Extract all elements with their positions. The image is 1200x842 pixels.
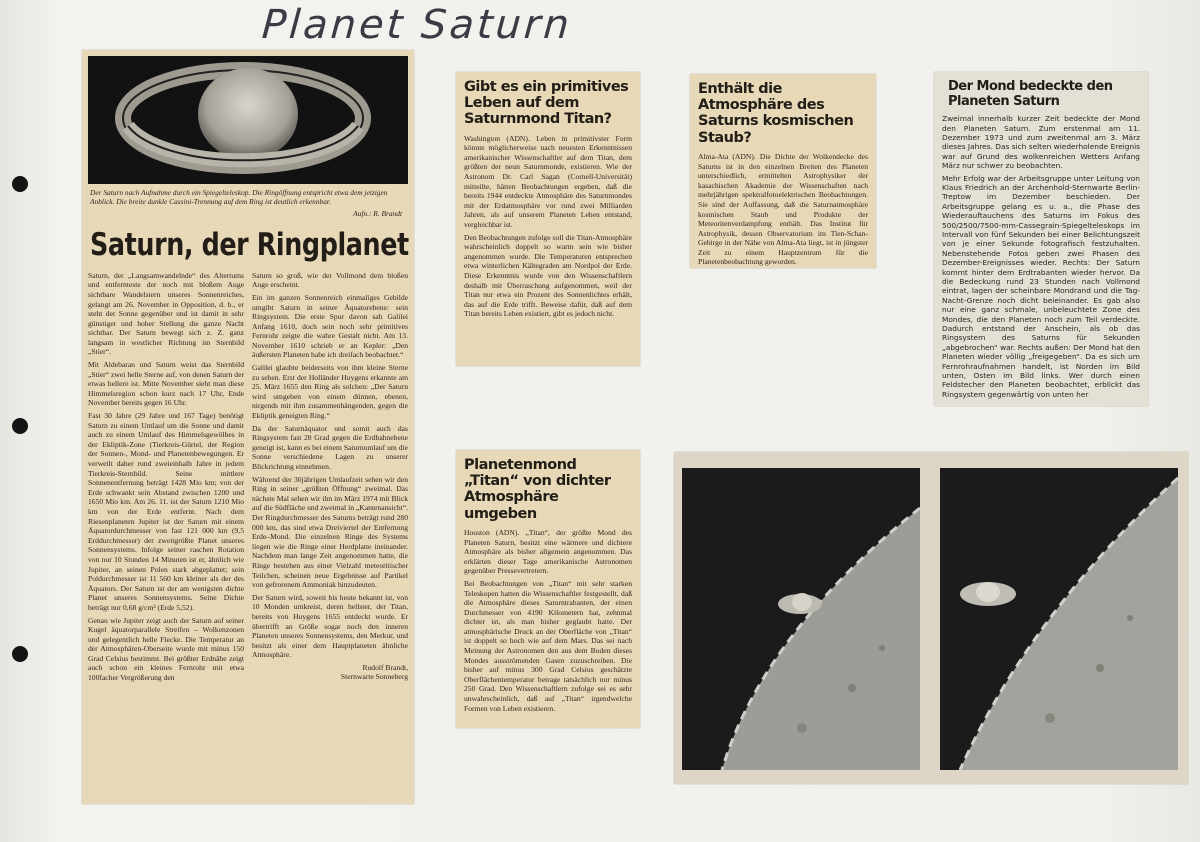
saturn-photo [88,56,408,184]
author-name: Rudolf Brandt, [362,662,408,672]
paragraph: Der Saturn wird, soweit bis heute bekannt ist, von 10 Monden umkreist, deren hellster, der Titan, bereits von Huygens 1655 entdeckt wurde. Er übertrifft an Größe sogar noch den inneren Planeten unseres Sonnensystems, den Merkur, und besitzt als einer dem Hauptplaneten ähnliche Atmosphäre. [252,592,408,660]
paragraph: Während der 30jährigen Umlaufzeit sehen wir den Ring in seiner „größten Öffnung“ zweimal. Das nächste Mal sehen wir ihn im März 1974 mit Blick auf die Südfläche und zweimal in „Kantenansicht“. Der Ringdurchmesser des Saturns beträgt rund 280 000 km, das sind etwa Dreiviertel der Entfernung Erde–Mond. Die einzelnen Ringe des Systems liegen wie die Ringe einer Herdplatte ineinander. Nachdem man lange Zeit angenommen hatte, die Ringe bestehen aus einer Vielzahl meteoritischer Teilchen, scheinen neue Ergebnisse auf Partikel von gefrorenem Ammoniak hinzudeuten. [252,474,408,590]
binder-hole [12,418,28,434]
article-moon-occultation [934,72,1148,406]
occultation-photo-left [682,468,920,770]
occultation-photo-pair [674,452,1188,784]
paragraph: Ein im ganzen Sonnenreich einmaliges Gebilde umgibt Saturn in seiner Äquatorebene: sein Ringsystem. Die erste Spur davon sah Galilei Anfang 1610, doch sein noch sehr primitives Fernrohr zeigte die wahre Gestalt nicht. Am 13. November 1610 schrieb er an Kepler: „Den äußersten Planeten habe ich dreifach beobachtet.“ [252,292,408,360]
paragraph: Bei Beobachtungen von „Titan“ mit sehr starken Teleskopen hatten die Wissenschaftler festgestellt, daß die Atmosphäre dieses Saturntrabanten, der einen Durchmesser von 4190 Kilometern hat, zehnmal dichter ist, als man bisher geglaubt hatte. Der atmosphärische Druck an der Oberfläche von „Titan“ ist doppelt so hoch wie auf dem Mars. Das sei nach Meinung der Astronomen den aus dem Boden dieses Mondes ausströmenden Gasen zuzuschreiben. Die bisher auf minus 300 Grad Celsius geschätzte Oberflächentemperatur betrage tatsächlich nur minus 250 Grad. Den Wissenschaftlern zufolge sei es sehr unwahrscheinlich, daß auf „Titan“ irgendwelche Formen von Leben existieren. [464,578,632,713]
paragraph: Mehr Erfolg war der Arbeitsgruppe unter Leitung von Klaus Friedrich an der Archenhold-Sternwarte Berlin-Treptow im Dezember beschieden. Der Arbeitsgruppe gelang es u. a., die Phase des Wiederauftauchens des Saturns im Fokus des 500/2500/7500-mm-Cassegrain-Spiegelteleskops im Intervall von fünf Sekunden bei einer Belichtungszeit von je einer Sekunde fotografisch festzuhalten. Nebenstehende Fotos geben zwei Phasen des Dezember-Ereignisses wieder. Rechts: Der Saturn kommt hinter dem Erdtrabanten wieder hervor. Da die Bedeckung rund 23 Stunden nach Vollmond eintrat, lagen der scheinbare Mondrand und die Tag-Nacht-Grenze noch dicht beieinander. Es gab also nur eine ganz schmale, unbeleuchtete Zone des Mondes, die den Planeten noch zum Teil verdeckte. Dadurch entstand der Anschein, als ob das Ringsystem des Saturns für Sekunden „abgebrochen“ war. Rechts außen: Der Mond hat den Planeten wieder völlig „freigegeben“. Da es sich um Fernrohraufnahmen handelt, ist Norden im Bild unten, Osten im Bild links. Wer durch einen Feldstecher den Planeten beobachtet, erblickt das Ringsystem gegenwärtig von unten her [942,173,1140,399]
article-headline: Enthält die Atmosphäre des Saturns kosmischen Staub? [698,81,854,146]
occultation-photo-right [940,468,1178,770]
paragraph: Saturn, der „Langsamwandelnde“ des Altertums und entfernteste der noch mit bloßem Auge sichtbare Wandelstern unseres Sonnenreiches, gelangt am 26. November in Opposition, d. h., er steht der Sonne gegenüber und ist damit in sehr günstiger und hoher Stellung die ganze Nacht sichtbar. Der Saturn bewegt sich z. Z. ganz langsam in westlicher Richtung im Sternbild „Stier“. [88,270,244,357]
article-saturn-ringplanet [82,50,414,804]
paragraph: Galilei glaubte beiderseits von ihm kleine Sterne zu sehen. Erst der Holländer Huygens erkannte am 25. März 1655 den Ring als solchen: „Der Saturn wird umgeben von einem dünnen, ebenen, nirgends mit ihm zusammenhängenden, gegen die Ekliptik geneigten Ring.“ [252,363,408,421]
author-organization: Sternwarte Sonneberg [340,672,408,682]
paragraph: Zweimal innerhalb kurzer Zeit bedeckte der Mond den Planeten Saturn. Zum erstenmal am 11. Dezember 1973 und zum zweitenmal am 3. März dieses Jahres. Das sich selten wiederholende Ereignis war auf Grund des wolkenreichen Wetters Anfang März nur schwer zu beobachten. [942,114,1140,171]
photo-credit: Aufn.: R. Brandt [353,209,402,218]
article-headline: Gibt es ein primitives Leben auf dem Saturnmond Titan? [464,79,629,128]
article-column-1 [88,271,244,686]
paragraph: Mit Aldebaran und Saturn weist das Sternbild „Stier“ zwei helle Sterne auf, von denen Saturn der etwas hellere ist. Mitte November sieht man diese Himmelsregion schon kurz nach 17 Uhr, Ende November bereits gegen 16 Uhr. [88,360,244,408]
page-title: Planet Saturn [260,2,574,48]
article-column-2 [252,271,408,686]
paragraph: Houston (ADN). „Titan“, der größte Mond des Planeten Saturn, besitzt eine wärmere und dichtere Atmosphäre als bisher allgemein angenommen. Das erklärten dieser Tage amerikanische Astronomen gegenüber Pressevertretern. [464,527,632,576]
article-headline: Planetenmond „Titan“ von dichter Atmosphäre umgeben [464,457,611,522]
paragraph: Da der Saturnäquator und somit auch das Ringsystem fast 28 Grad gegen die Erdbahnebene geneigt ist, kann es bei einem Saturnumlauf um die Sonne verschiedene Lagen zu unserer Blickrichtung einnehmen. [252,423,408,471]
paragraph: Fast 30 Jahre (29 Jahre und 167 Tage) benötigt Saturn zu einem Umlauf um die Sonne und damit auch zu einem Umlauf des Himmelsgewölbes in der Ekliptik-Zone (Tierkreis-Gürtel, der Region der Sonnen-, Mond- und Planetenbewegungen. Er verweilt daher rund zweieinhalb Jahre in jedem Tierkreis-Sternbild. Seine mittlere Sonnenentfernung beträgt 1428 Mio km; von der Erde schwankt sein Abstand zwischen 1200 und 1650 Mio km. Am 26. 11. ist der Saturn 1210 Mio km von der Erde entfernt. Nach dem Riesenplaneten Jupiter ist der Saturn mit einem Äquatordurchmesser von fast 121 000 km (9,5 Erddurchmesser) der zweitgrößte Planet unseres Sonnensystems. Infolge seiner raschen Rotation von nur 10 Stunden 14 Minuten ist er, ähnlich wie Jupiter, an seinen Polen stark abgeplattet; sein Poldurchmesser ist 11 560 km kleiner als der des Äquators. Der Saturn ist der am wenigsten dichte Planet unseres Sonnensystems. Seine Dichte beträgt nur 0,68 g/cm³ (Erde 5,52). [88,411,244,612]
paragraph: Saturn so groß, wie der Vollmond dem bloßen Auge erscheint. [252,270,408,290]
photo-caption: Der Saturn nach Aufnahme durch ein Spiegelteleskop. Die Ringöffnung entspricht etwa dem jetzigen Anblick. Die breite dunkle Cassini-Trennung auf dem Ring ist deutlich erkennbar. [90,188,388,206]
binder-hole [12,176,28,192]
paragraph: Alma-Ata (ADN). Die Dichte der Wolkendecke des Saturns ist in den einzelnen Breiten des Planeten unterschiedlich, ermittelten Astrophysiker der kasachischen Akademie der Wissenschaften nach mehrjährigen spektralfotoelektrischen Beobachtungen. Sie sind der Auffassung, daß die Saturnatmosphäre kosmischen Staub und Produkte der Meteoritenverdampfung enthält. Das Institut für Astrophysik, dessen Observatorium im Tien-Schan-Gebirge in der Nähe von Alma-Ata liegt, ist in jüngster Zeit zu einem Hauptzentrum für die Planetenbeobachtung geworden. [698,151,868,267]
article-cosmic-dust [690,74,876,268]
paragraph: Genau wie Jupiter zeigt auch der Saturn auf seiner Kugel äquatorparallele Streifen – Wolkenzonen und gelegentlich helle Flecke. Die Temperatur an der Atmosphären-Oberseite wurde mit minus 150 Grad Celsius bestimmt. Bei größter Erdnähe zeigt auch schon ein kleines Fernrohr mit etwa 100facher Vergrößerung den [88,615,244,683]
binder-hole [12,646,28,662]
article-titan-life [456,72,640,366]
article-headline: Der Mond bedeckte den Planeten Saturn [948,79,1113,109]
article-headline: Saturn, der Ringplanet [90,227,409,263]
paragraph: Den Beobachtungen zufolge soll die Titan-Atmosphäre wahrscheinlich doppelt so warm sein wie bisher angenommen wurde. Die Temperaturen entsprechen etwa winterlichen Kältegraden am Nordpol der Erde. Diese Erkenntnis wurde von den Wissenschaftlern deshalb mit Überraschung aufgenommen, weil der Titan nur etwa ein Prozent des Sonnenlichtes erhält, das auf die Erde trifft. Beweise dafür, daß auf dem Titan bereits Leben existiert, gibt es jedoch nicht. [464,232,632,319]
paragraph: Washington (ADN). Leben in primitivster Form könnte möglicherweise nach neuesten Erkenntnissen amerikanischer Wissenschaftler auf dem Titan, dem größten der neun Saturnmonde, existieren. Wie der Astronom Dr. Carl Sagan (Cornell-Universität) mitteilte, hätten Beobachtungen ergeben, daß die bereits 1944 entdeckte Atmosphäre des Saturnmondes mit der Erdatmosphäre vor rund zwei Milliarden Jahren, als auf unserem Planeten Leben entstand, vergleichbar ist. [464,133,632,230]
article-titan-atmosphere [456,450,640,728]
